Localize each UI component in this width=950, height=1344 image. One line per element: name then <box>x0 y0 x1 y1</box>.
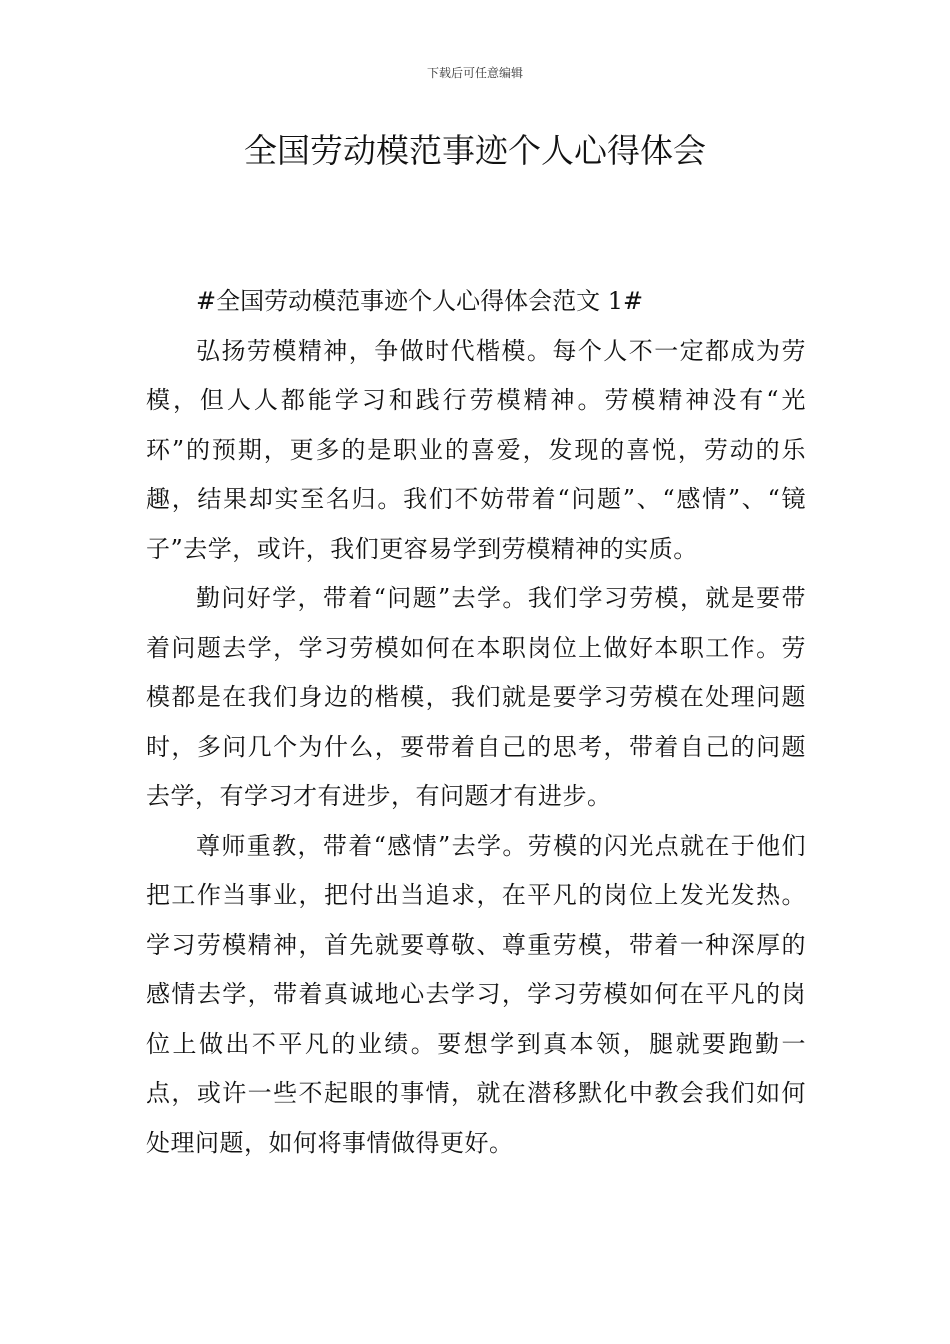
document-body <box>146 277 806 1168</box>
paragraph-1: 弘扬劳模精神，争做时代楷模。每个人不一定都成为劳模，但人人都能学习和践行劳模精神。劳模精神没有“光环”的预期，更多的是职业的喜爱，发现的喜悦，劳动的乐趣，结果却实至名归。我们不妨带着“问题”、“感情”、“镜子”去学，或许，我们更容易学到劳模精神的实质。 <box>146 336 806 563</box>
paragraph-3: 尊师重教，带着“感情”去学。劳模的闪光点就在于他们把工作当事业，把付出当追求，在平凡的岗位上发光发热。学习劳模精神，首先就要尊敬、尊重劳模，带着一种深厚的感情去学，带着真诚地心去学习，学习劳模如何在平凡的岗位上做出不平凡的业绩。要想学到真本领，腿就要跑勤一点，或许一些不起眼的事情，就在潜移默化中教会我们如何处理问题，如何将事情做得更好。 <box>146 831 806 1157</box>
section-heading: #全国劳动模范事迹个人心得体会范文 1# <box>196 287 644 315</box>
document-title: 全国劳动模范事迹个人心得体会 <box>244 131 706 170</box>
paragraph-2: 勤问好学，带着“问题”去学。我们学习劳模，就是要带着问题去学，学习劳模如何在本职岗位上做好本职工作。劳模都是在我们身边的楷模，我们就是要学习劳模在处理问题时，多问几个为什么，要带着自己的思考，带着自己的问题去学，有学习才有进步，有问题才有进步。 <box>146 584 806 810</box>
header-note: 下载后可任意编辑 <box>426 66 523 80</box>
